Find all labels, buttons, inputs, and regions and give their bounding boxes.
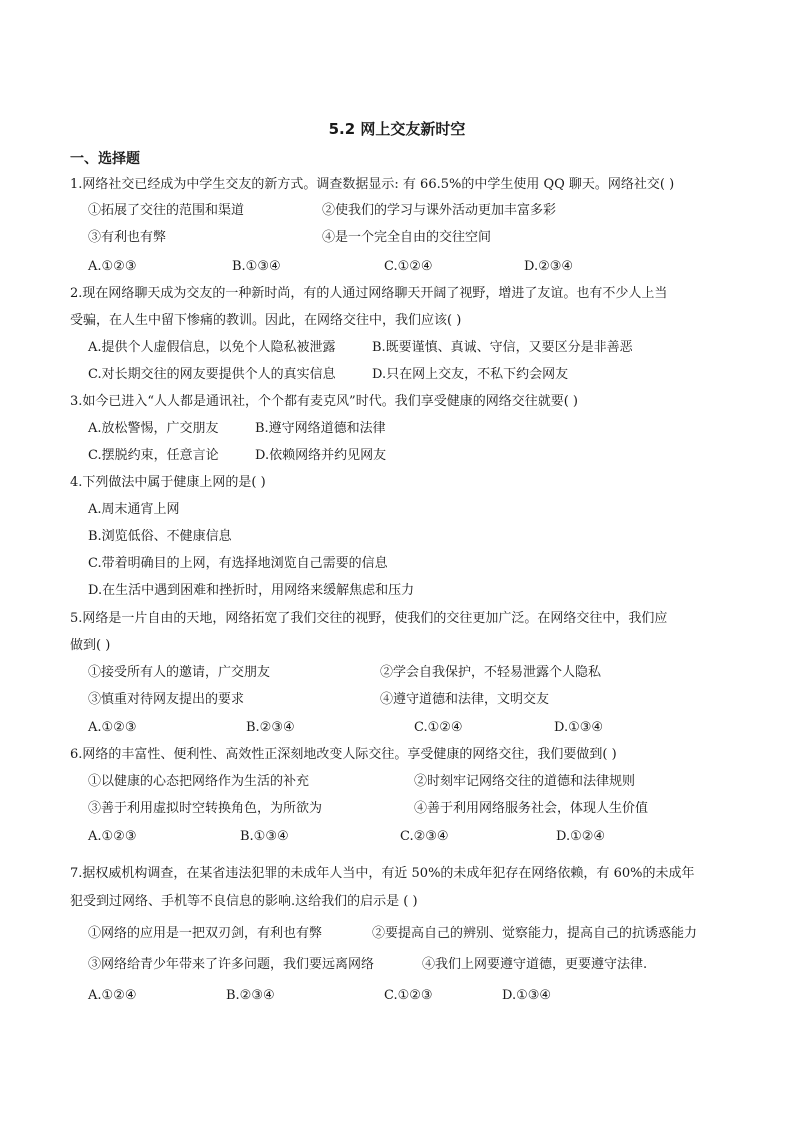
q4-option-c[interactable]: C.带着明确目的上网，有选择地浏览自己需要的信息 xyxy=(88,556,388,571)
question-2-stem-line-1: 2.现在网络聊天成为交友的一种新时尚，有的人通过网络聊天开阔了视野，增进了友谊。也有不少人上当 xyxy=(70,286,668,301)
q1-statement-4: ④是一个完全自由的交往空间 xyxy=(322,230,492,245)
q6-option-a[interactable]: A.①②③ xyxy=(88,829,137,844)
q4-option-b[interactable]: B.浏览低俗、不健康信息 xyxy=(88,529,232,544)
q7-option-d[interactable]: D.①③④ xyxy=(502,988,552,1003)
q7-statement-2: ②要提高自己的辨别、觉察能力，提高自己的抗诱惑能力 xyxy=(372,926,698,941)
q5-option-d[interactable]: D.①③④ xyxy=(554,720,604,735)
q1-statement-1: ①拓展了交往的范围和渠道 xyxy=(88,203,245,218)
q3-option-b[interactable]: B.遵守网络道德和法律 xyxy=(255,421,386,436)
q4-option-d[interactable]: D.在生活中遇到困难和挫折时，用网络来缓解焦虑和压力 xyxy=(88,583,415,598)
q1-option-c[interactable]: C.①②④ xyxy=(384,259,433,274)
q6-statement-1: ①以健康的心态把网络作为生活的补充 xyxy=(88,774,310,789)
q1-option-d[interactable]: D.②③④ xyxy=(524,259,574,274)
question-5-stem-line-2: 做到( ) xyxy=(70,638,111,653)
question-7-stem-line-2: 犯受到过网络、手机等不良信息的影响.这给我们的启示是 ( ) xyxy=(70,894,418,909)
q2-option-a[interactable]: A.提供个人虚假信息，以免个人隐私被泄露 xyxy=(88,340,336,355)
q2-option-d[interactable]: D.只在网上交友，不私下约会网友 xyxy=(372,367,569,382)
q1-option-a[interactable]: A.①②③ xyxy=(88,259,137,274)
q7-option-c[interactable]: C.①②③ xyxy=(384,988,433,1003)
question-4-stem: 4.下列做法中属于健康上网的是( ) xyxy=(70,475,266,490)
q6-statement-4: ④善于利用网络服务社会，体现人生价值 xyxy=(414,801,649,816)
q5-statement-4: ④遵守道德和法律，文明交友 xyxy=(380,692,550,707)
q7-option-a[interactable]: A.①②④ xyxy=(88,988,137,1003)
q2-option-b[interactable]: B.既要谨慎、真诚、守信，又要区分是非善恶 xyxy=(372,340,633,355)
q6-option-d[interactable]: D.①②④ xyxy=(556,829,606,844)
q7-statement-4: ④我们上网要遵守道德，更要遵守法律. xyxy=(422,957,648,972)
q6-statement-2: ②时刻牢记网络交往的道德和法律规则 xyxy=(414,774,636,789)
q3-option-c[interactable]: C.摆脱约束，任意言论 xyxy=(88,448,219,463)
q4-option-a[interactable]: A.周末通宵上网 xyxy=(88,502,180,517)
question-2-stem-line-2: 受骗，在人生中留下惨痛的教训。因此，在网络交往中，我们应该( ) xyxy=(70,313,462,328)
q5-statement-3: ③慎重对待网友提出的要求 xyxy=(88,692,245,707)
q1-statement-2: ②使我们的学习与课外活动更加丰富多彩 xyxy=(322,203,557,218)
q6-option-b[interactable]: B.①③④ xyxy=(240,829,289,844)
question-5-stem-line-1: 5.网络是一片自由的天地，网络拓宽了我们交往的视野，使我们的交往更加广泛。在网络交往中，我们应 xyxy=(70,611,668,626)
q5-option-b[interactable]: B.②③④ xyxy=(246,720,295,735)
q6-option-c[interactable]: C.②③④ xyxy=(400,829,449,844)
q5-statement-2: ②学会自我保护，不轻易泄露个人隐私 xyxy=(380,665,602,680)
q5-option-a[interactable]: A.①②③ xyxy=(88,720,137,735)
q7-option-b[interactable]: B.②③④ xyxy=(226,988,275,1003)
q2-option-c[interactable]: C.对长期交往的网友要提供个人的真实信息 xyxy=(88,367,336,382)
q5-option-c[interactable]: C.①②④ xyxy=(414,720,463,735)
question-6-stem: 6.网络的丰富性、便利性、高效性正深刻地改变人际交往。享受健康的网络交往，我们要做到( ) xyxy=(70,747,617,762)
q1-statement-3: ③有利也有弊 xyxy=(88,230,167,245)
page-title: 5.2 网上交友新时空 xyxy=(328,120,466,138)
question-3-stem: 3.如今已进入“人人都是通讯社，个个都有麦克风”时代。我们享受健康的网络交往就要( ) xyxy=(70,394,578,409)
section-heading: 一、选择题 xyxy=(70,151,140,167)
question-1-stem: 1.网络社交已经成为中学生交友的新方式。调查数据显示: 有 66.5%的中学生使用 QQ 聊天。网络社交( ) xyxy=(70,177,675,192)
q3-option-d[interactable]: D.依赖网络并约见网友 xyxy=(255,448,387,463)
q1-option-b[interactable]: B.①③④ xyxy=(232,259,281,274)
q3-option-a[interactable]: A.放松警惕，广交朋友 xyxy=(88,421,219,436)
q7-statement-1: ①网络的应用是一把双刃剑，有利也有弊 xyxy=(88,926,323,941)
q5-statement-1: ①接受所有人的邀请，广交朋友 xyxy=(88,665,271,680)
question-7-stem-line-1: 7.据权威机构调查，在某省违法犯罪的未成年人当中，有近 50%的未成年犯存在网络依赖，有 60%的未成年 xyxy=(70,866,695,881)
q7-statement-3: ③网络给青少年带来了许多问题，我们要远离网络 xyxy=(88,957,375,972)
q6-statement-3: ③善于利用虚拟时空转换角色，为所欲为 xyxy=(88,801,323,816)
